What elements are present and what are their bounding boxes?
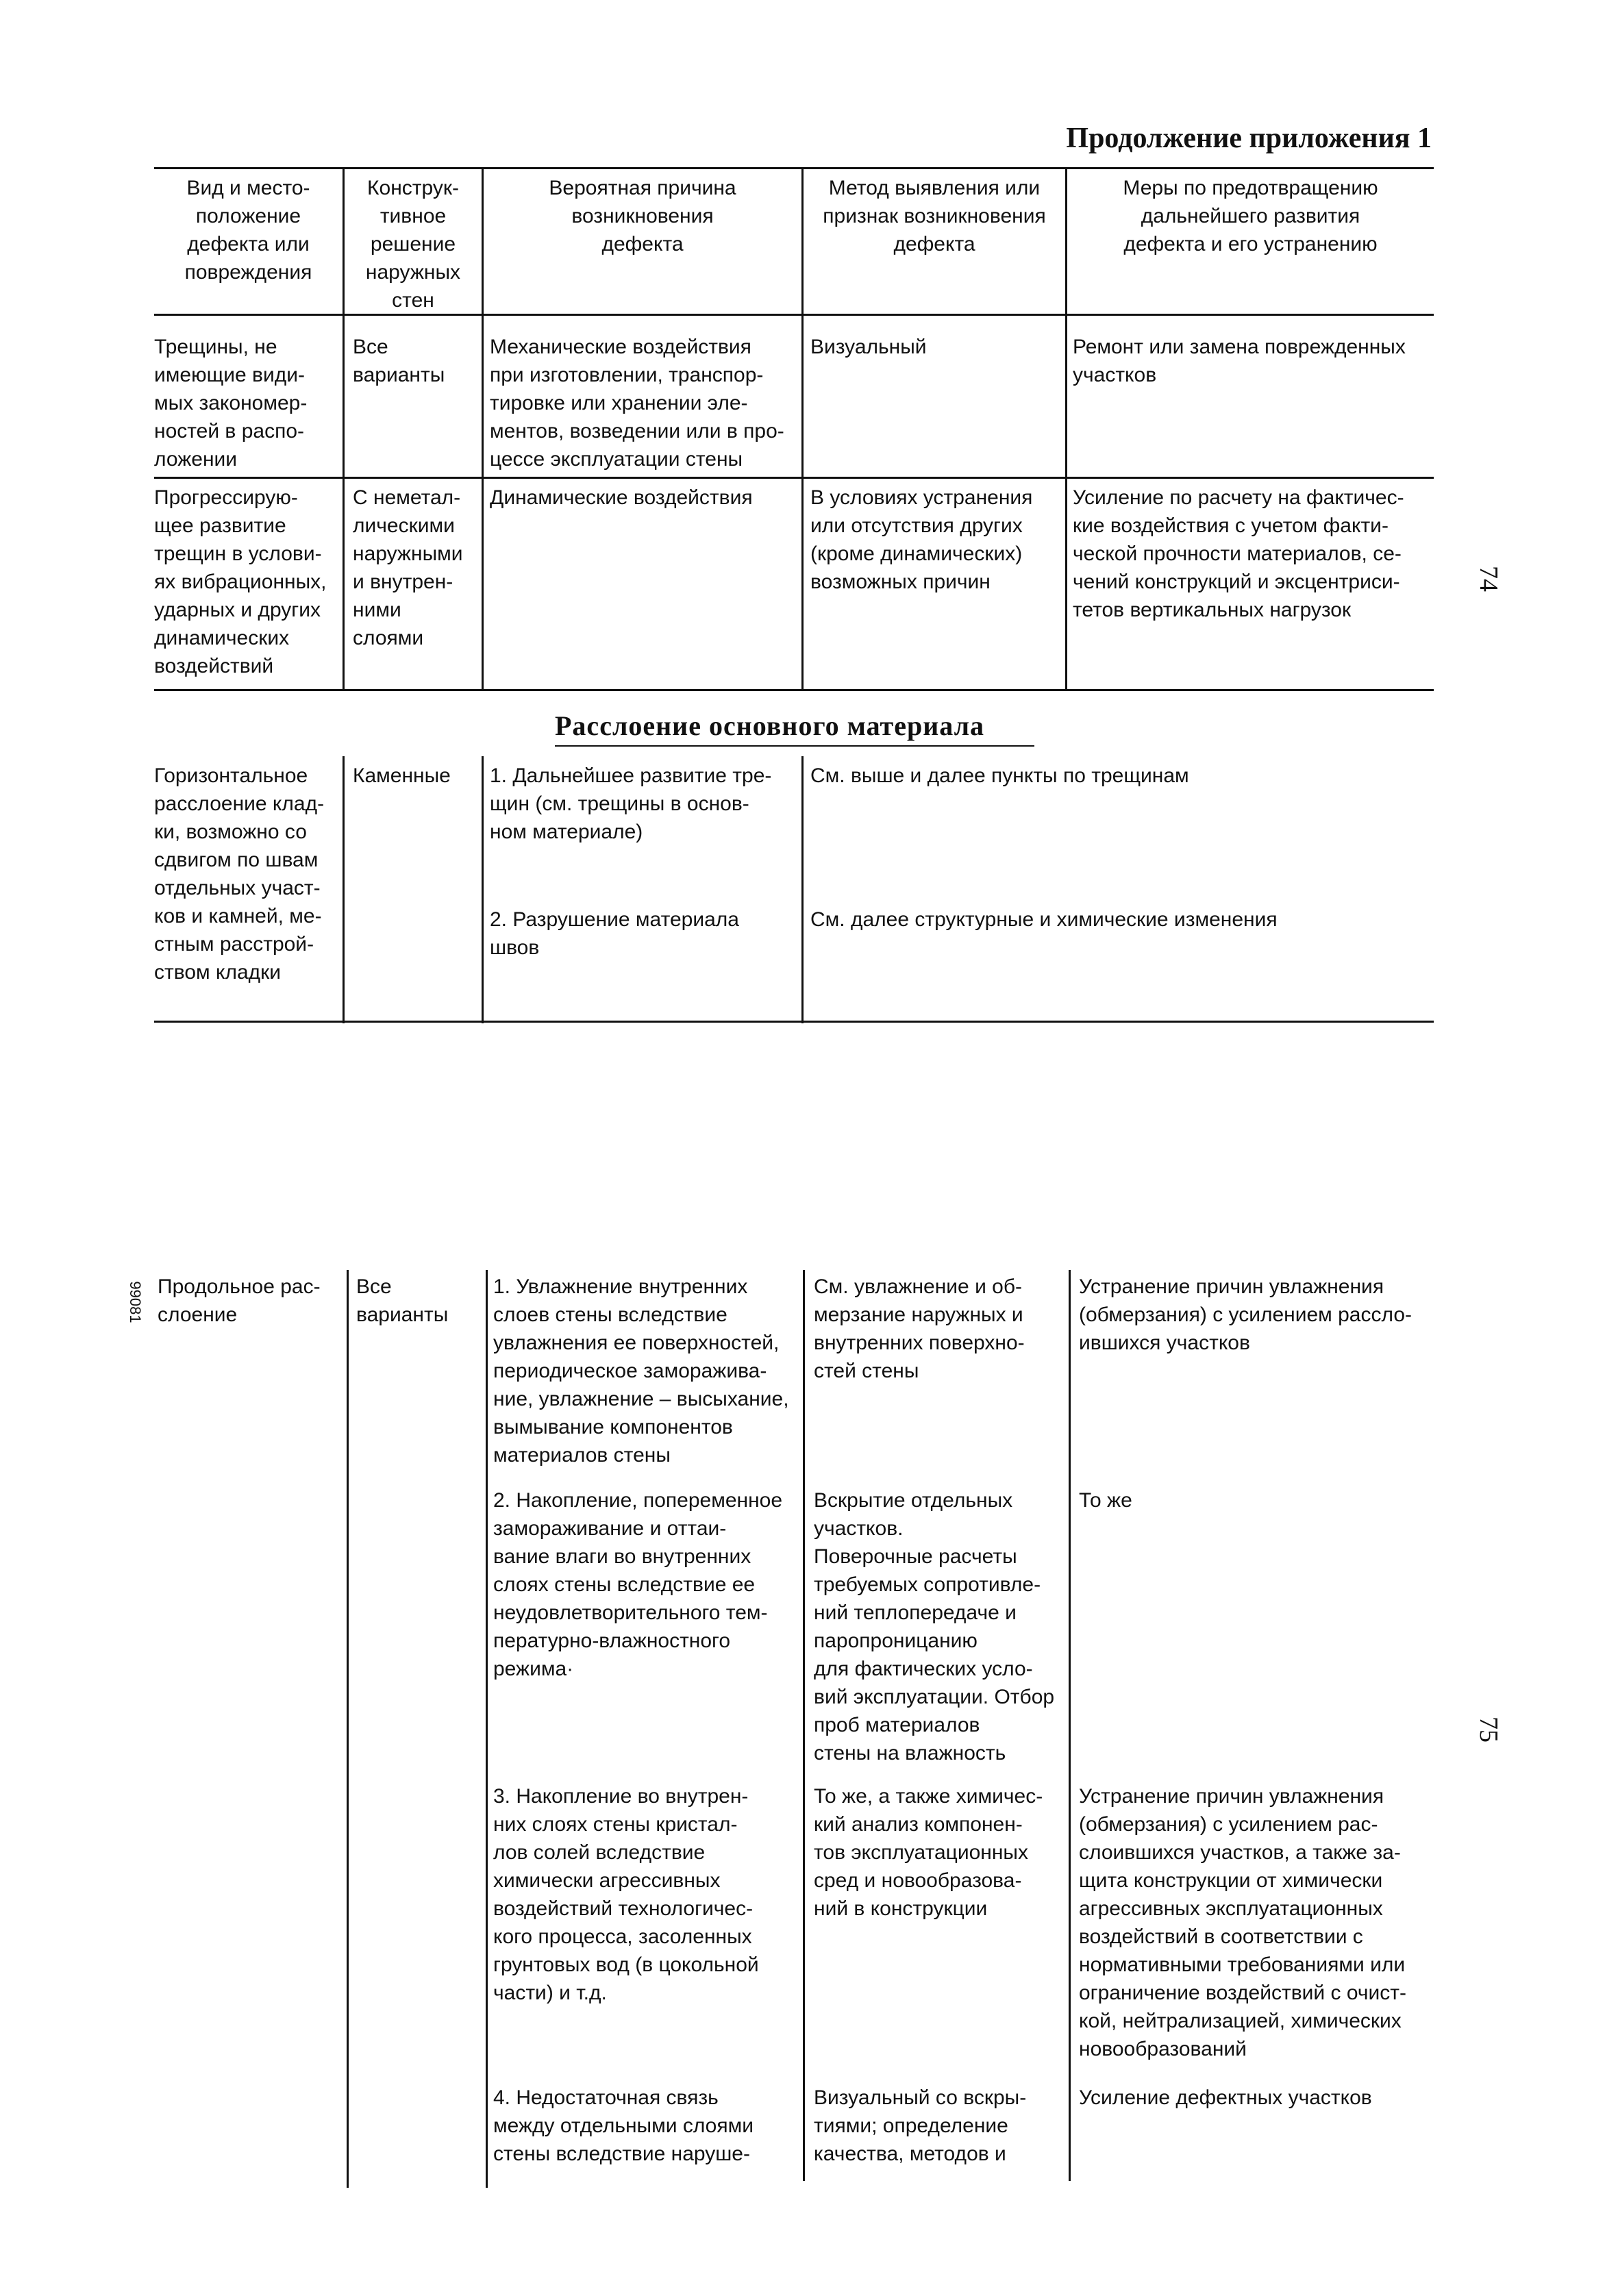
row-divider	[154, 477, 1434, 479]
table-cell-defect-type: Продольное рас- слоение	[158, 1275, 321, 1326]
column-header-cause: Вероятная причина возникновения дефекта	[549, 177, 736, 255]
column-header-method: Метод выявления или признак возникновения дефекта	[823, 177, 1046, 255]
table-cell-cause: Механические воздействия при изготовлении, транспор- тировке или хранении эле- ментов, возведении или в про- цессе эксплуатации стены	[490, 336, 784, 471]
section-title-underline	[555, 745, 1034, 747]
table-cell-method: В условиях устранения или отсутствия других (кроме динамических) возможных причин	[810, 486, 1033, 593]
table-cell-defect-type: Трещины, не имеющие види- мых закономер- ностей в распо- ложении	[154, 336, 308, 471]
col-divider-1	[347, 1270, 349, 2188]
table-cell-cause: 4. Недостаточная связь между отдельными слоями стены вследствие наруше-	[493, 2086, 754, 2165]
table-cell-cause: Динамические воздействия	[490, 486, 753, 509]
table-cell-cause: 2. Разрушение материала швов	[490, 908, 739, 959]
col-divider-2	[482, 756, 484, 1023]
column-header-measures: Меры по предотвращению дальнейшего развития дефекта и его устранению	[1123, 177, 1378, 255]
table-cell-defect-type: Горизонтальное расслоение клад- ки, возможно со сдвигом по швам отдельных участ- ков и камней, ме- стным расстрой- ством кладки	[154, 764, 325, 984]
table-bottom-rule	[154, 689, 1434, 691]
table-cell-method: См. увлажнение и об- мерзание наружных и внутренних поверхно- стей стены	[814, 1275, 1025, 1382]
table-cell-method: Вскрытие отдельных участков. Поверочные расчеты требуемых сопротивле- ний теплопередаче и паропроницанию для фактических усло- вий эксплуатации. Отбор проб материалов стены на влажность	[814, 1489, 1055, 1764]
table-cell-measures: Усиление дефектных участков	[1079, 2086, 1372, 2109]
table-cell-wall-solution: С неметал- лическими наружными и внутрен- ними слоями	[353, 486, 463, 649]
page-heading: Продолжение приложения 1	[1066, 123, 1432, 154]
col-divider-3	[801, 756, 804, 1023]
table-cell-measures: Устранение причин увлажнения (обмерзания) с усилением рас- слоившихся участков, а также за- щита конструкции от химически агрессивных эксплуатационных воздействий в соответствии с нормативными требованиями или ограничение воздействий с очист- кой, нейтрализацией, химических новообразований	[1079, 1785, 1406, 2060]
col-divider-1	[343, 756, 345, 1023]
table-cell-reference: См. далее структурные и химические изменения	[810, 908, 1278, 931]
table-cell-measures: Усиление по расчету на фактичес- кие воздействия с учетом факти- ческой прочности материалов, се- чений конструкций и эксцентриси- тетов вертикальных нагрузок	[1073, 486, 1404, 621]
col-divider-2	[486, 1270, 488, 2188]
table-cell-wall-solution: Каменные	[353, 764, 451, 787]
page-number: 74	[1474, 566, 1503, 592]
section-title: Расслоение основного материала	[555, 710, 985, 741]
page-number: 75	[1474, 1717, 1503, 1743]
table-cell-defect-type: Прогрессирую- щее развитие трещин в услови- ях вибрационных, ударных и других динамических воздействий	[154, 486, 327, 677]
table-cell-wall-solution: Все варианты	[353, 336, 445, 386]
table-cell-method: Визуальный со вскры- тиями; определение качества, методов и	[814, 2086, 1027, 2165]
table-cell-measures: Ремонт или замена поврежденных участков	[1073, 336, 1406, 386]
document-code: 99081	[127, 1281, 144, 1323]
table-cell-cause: 1. Дальнейшее развитие тре- щин (см. трещины в основ- ном материале)	[490, 764, 772, 843]
table-top-rule	[154, 167, 1434, 169]
col-divider-4	[1069, 1270, 1071, 2181]
block-bottom-rule	[154, 1021, 1434, 1023]
table-cell-wall-solution: Все варианты	[356, 1275, 449, 1326]
table-cell-method: Визуальный	[810, 336, 927, 358]
table-cell-method: То же, а также химичес- кий анализ компонен- тов эксплуатационных сред и новообразова- ний в конструкции	[814, 1785, 1043, 1920]
table-cell-cause: 2. Накопление, попеременное замораживание и оттаи- вание влаги во внутренних слоях стены вследствие ее неудовлетворительного тем- пературно-влажностного режима·	[493, 1489, 783, 1680]
column-header-wall-solution: Конструк- тивное решение наружных стен	[365, 177, 461, 312]
table-cell-measures: То же	[1079, 1489, 1132, 1512]
table-cell-measures: Устранение причин увлажнения (обмерзания) с усилением рассло- ившихся участков	[1079, 1275, 1412, 1354]
col-divider-3	[803, 1270, 805, 2181]
table-cell-reference: См. выше и далее пункты по трещинам	[810, 764, 1189, 787]
table-cell-cause: 1. Увлажнение внутренних слоев стены вследствие увлажнения ее поверхностей, периодическое заморажива- ние, увлажнение – высыхание, вымывание компонентов материалов стены	[493, 1275, 789, 1467]
column-header-defect-type: Вид и место- положение дефекта или повреждения	[184, 177, 312, 284]
table-cell-cause: 3. Накопление во внутрен- них слоях стены кристал- лов солей вследствие химически агрессивных воздействий технологичес- кого процесса, засоленных грунтовых вод (в цокольной части) и т.д.	[493, 1785, 759, 2004]
